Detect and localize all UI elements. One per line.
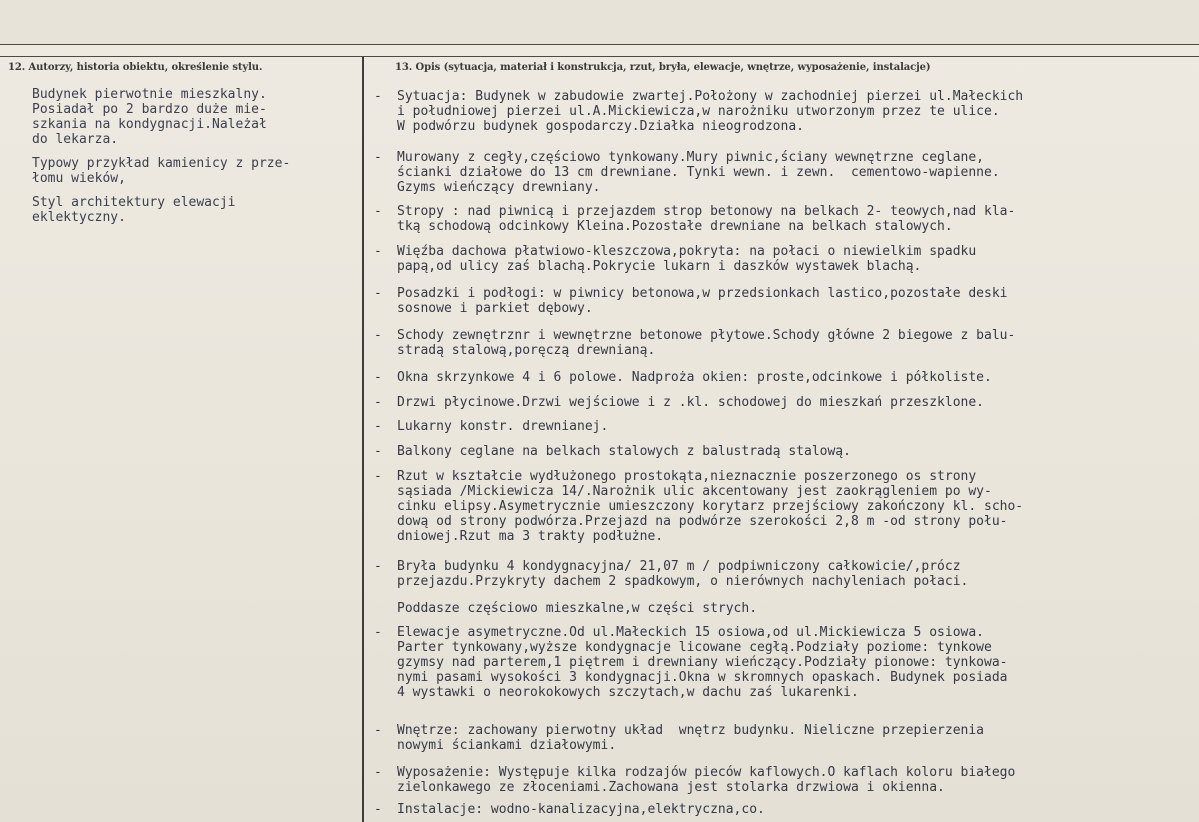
entry-dash: - [374,370,382,385]
entry-text: Instalacje: wodno-kanalizacyjna,elektryczna,co. [397,802,765,817]
entry-text: Poddasze częściowo mieszkalne,w części strych. [397,601,758,616]
typology-paragraph: Typowy przykład kamienicy z prze- łomu wieków, [32,156,291,186]
entry-dash: - [374,204,382,219]
entry-dash: - [374,625,382,640]
entry-dash: - [374,765,382,780]
entry-text: Bryła budynku 4 kondygnacyjna/ 21,07 m / podpiwniczony całkowicie/,prócz przejazdu.Przykryty dachem 2 spadkowym, o nierównych nachyleniach połaci. [397,559,969,589]
top-margin-band [0,0,1199,44]
entry-dash: - [374,286,382,301]
entry-dash: - [374,419,382,434]
entry-text: Rzut w kształcie wydłużonego prostokąta,nieznacznie poszerzonego os strony sąsiada /Mickiewicza 14/.Narożnik ulic akcentowany jest zaokrągleniem po wy- cinku elipsy.Asymetrycznie umieszczony korytarz przejściowy zakończony kl. scho- dową od strony podwórza.Przejazd na podwórze szerokości 2,8 m -od strony połu- dniowej.Rzut ma 3 trakty podłużne. [397,469,1024,544]
entry-text: Wnętrze: zachowany pierwotny układ wnętrz budynku. Nieliczne przepierzenia nowymi ściankami działowymi. [397,723,984,753]
entry-text: Murowany z cegły,częściowo tynkowany.Mury piwnic,ściany wewnętrzne ceglane, ścianki działowe do 13 cm drewniane. Tynki wewn. i zewn. cementowo-wapienne. Gzyms wieńczący drewniany. [397,150,1000,195]
entry-dash: - [374,802,382,817]
entry-dash: - [374,328,382,343]
entry-dash: - [374,444,382,459]
style-paragraph: Styl architektury elewacji eklektyczny. [32,195,236,225]
entry-text: Okna skrzynkowe 4 i 6 polowe. Nadproża okien: proste,odcinkowe i półkoliste. [397,370,992,385]
entry-text: Lukarny konstr. drewnianej. [397,419,609,434]
entry-text: Schody zewnętrznr i wewnętrzne betonowe płytowe.Schody główne 2 biegowe z balu- stradą stalową,poręczą drewnianą. [397,328,1016,358]
history-paragraph: Budynek pierwotnie mieszkalny. Posiadał po 2 bardzo duże mie- szkania na kondygnacji.Należał do lekarza. [32,87,267,147]
left-column-header: 12. Autorzy, historia obiektu, określenie stylu. [8,62,263,73]
header-bottom-rule [0,56,1199,57]
entry-dash: - [374,469,382,484]
entry-dash: - [374,150,382,165]
entry-dash: - [374,559,382,574]
description-section [0,89,1199,822]
entry-text: Balkony ceglane na belkach stalowych z balustradą stalową. [397,444,851,459]
header-top-rule [0,44,1199,45]
entry-text: Więźba dachowa płatwiowo-kleszczowa,pokryta: na połaci o niewielkim spadku papą,od ulicy zaś blachą.Pokrycie lukarn i daszków wystawek blachą. [397,244,977,274]
right-column-header: 13. Opis (sytuacja, materiał i konstrukcja, rzut, bryła, elewacje, wnętrze, wyposażenie, instalacje) [395,62,931,73]
entry-dash: - [374,395,382,410]
entry-text: Stropy : nad piwnicą i przejazdem strop betonowy na belkach 2- teowych,nad kla- tką schodową odcinkowy Kleina.Pozostałe drewniane na belkach stalowych. [397,204,1016,234]
entry-dash: - [374,89,382,104]
entry-dash: - [374,244,382,259]
entry-text: Drzwi płycinowe.Drzwi wejściowe i z .kl. schodowej do mieszkań przeszklone. [397,395,984,410]
entry-text: Wyposażenie: Występuje kilka rodzajów pieców kaflowych.O kaflach koloru białego zielonkawego ze złoceniami.Zachowana jest stolarka drzwiowa i okienna. [397,765,1016,795]
entry-dash: - [374,723,382,738]
entry-text: Sytuacja: Budynek w zabudowie zwartej.Położony w zachodniej pierzei ul.Małeckich i południowej pierzei ul.A.Mickiewicza,w narożniku utworzonym przez te ulice. W podwórzu budynek gospodarczy.Działka nieogrodzona. [397,89,1024,134]
entry-text: Elewacje asymetryczne.Od ul.Małeckich 15 osiowa,od ul.Mickiewicza 5 osiowa. Parter tynkowany,wyższe kondygnacje licowane cegłą.Podziały poziome: tynkowe gzymsy nad parterem,1 piętrem i drewniany wieńczący.Podziały pionowe: tynkowa- nymi pasami wysokości 3 kondygnacji.Okna w skromnych opaskach. Budynek posiada 4 wystawki o neorokokowych szczytach,w dachu zaś lukarenki. [397,625,1008,700]
entry-text: Posadzki i podłogi: w piwnicy betonowa,w przedsionkach lastico,pozostałe deski sosnowe i parkiet dębowy. [397,286,1008,316]
